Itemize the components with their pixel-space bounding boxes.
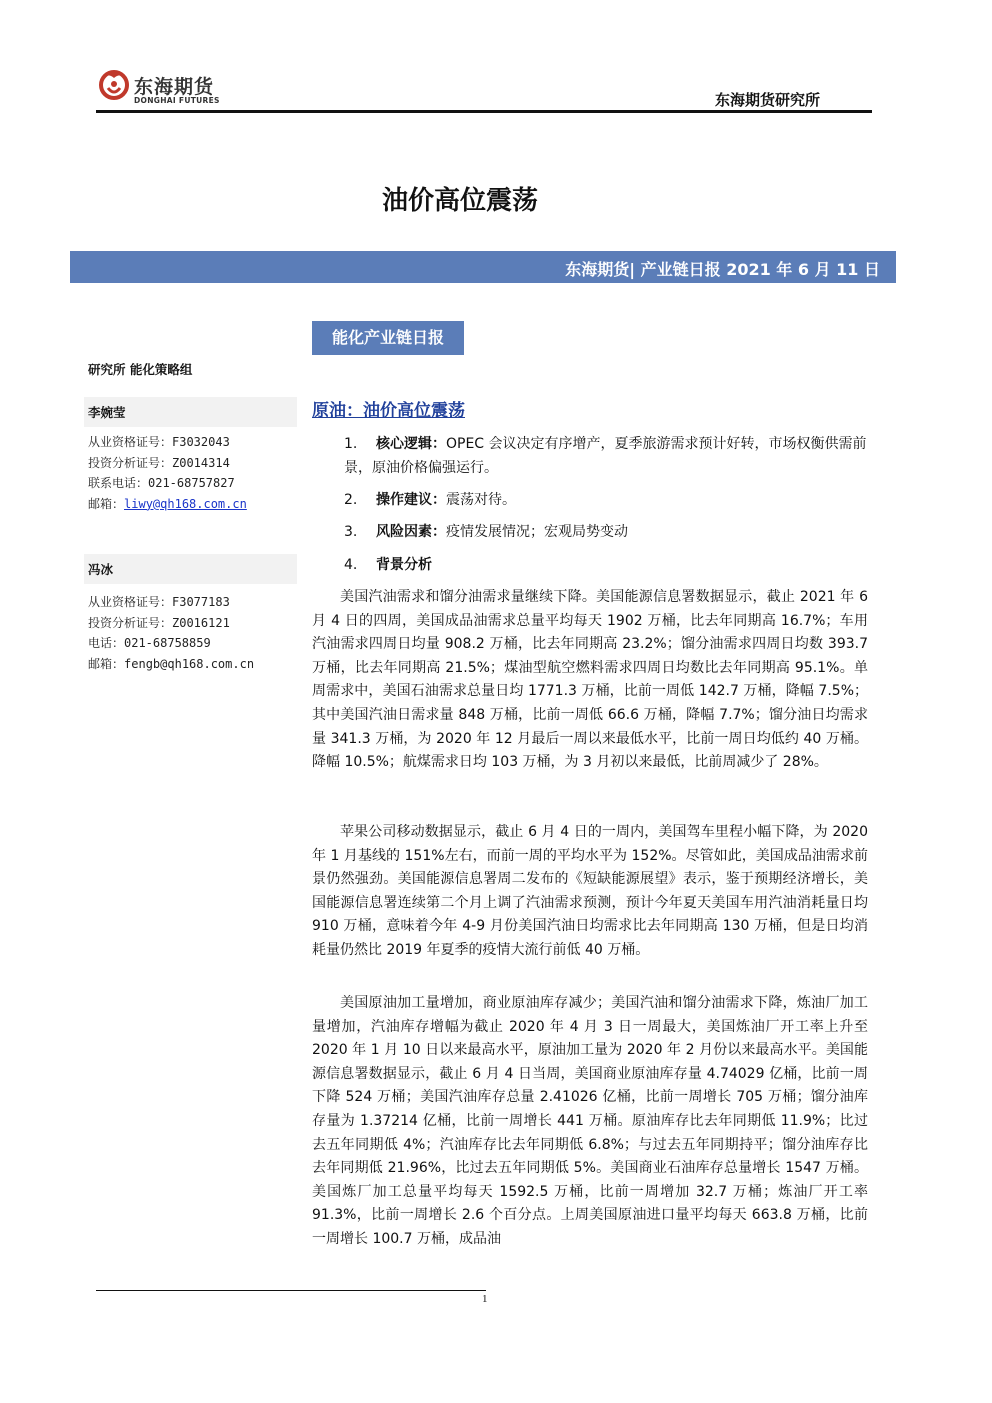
point-label: 核心逻辑： bbox=[376, 436, 446, 452]
org-label: 研究所 能化策略组 bbox=[88, 362, 193, 377]
institute-name: 东海期货研究所 bbox=[714, 91, 820, 109]
phone-number: 电话：021-68758859 bbox=[88, 636, 211, 650]
body-paragraph: 苹果公司移动数据显示，截止 6 月 4 日的一周内，美国驾车里程小幅下降，为 2020 年 1 月基线的 151%左右，而前一周的平均水平为 152%。尽管如此，美国成品油需求前景仍然强劲。美国能源信息署周二发布的《短缺能源展望》表示，鉴于预期经济增长，美国能源信息署连续第二个月上调了汽油需求预测，预计今年夏天美国车用汽油消耗量日均 910 万桶，意味着今年 4-9 月份美国汽油日均需求比去年同期高 130 万桶，但是日均消耗量仍然比 2019 年夏季的疫情大流行前低 40 万桶。 bbox=[312, 824, 868, 958]
email-link[interactable]: liwy@qh168.com.cn bbox=[124, 496, 247, 511]
author-name: 冯冰 bbox=[88, 562, 114, 577]
point-operation-advice bbox=[312, 489, 900, 513]
point-background bbox=[312, 554, 900, 578]
dragon-logo-icon bbox=[98, 66, 130, 104]
point-label: 风险因素： bbox=[376, 524, 446, 540]
footer-rule bbox=[96, 1290, 486, 1291]
page-number: 1 bbox=[482, 1293, 488, 1305]
author-contact bbox=[88, 592, 254, 674]
email-label: 邮箱： bbox=[88, 656, 125, 671]
email-line bbox=[88, 654, 254, 675]
email-label: 邮箱： bbox=[88, 496, 125, 511]
email-text: fengb@qh168.com.cn bbox=[124, 656, 255, 671]
point-risk-factors bbox=[312, 521, 900, 545]
report-banner bbox=[70, 251, 896, 283]
body-paragraph: 美国原油加工量增加，商业原油库存减少；美国汽油和馏分油需求下降，炼油厂加工量增加，汽油库存增幅为截止 2020 年 4 月 3 日一周最大，美国炼油厂开工率上升至 2020 年 1 月 10 日以来最高水平，原油加工量为 2020 年 2 月份以来最高水平。美国能源信息署数据显示，截止 6 月 4 日当周，美国商业原油库存量 4.74029 亿桶，比前一周下降 524 万桶；美国汽油库存总量 2.41026 亿桶，比前一周增长 705 万桶；馏分油库存量为 1.37214 亿桶，比前一周增长 441 万桶。原油库存比去年同期低 11.9%；比过去五年同期低 4%；汽油库存比去年同期低 6.8%；与过去五年同期持平；馏分油库存比去年同期低 21.96%，比过去五年同期低 5%。美国商业石油库存总量增长 1547 万桶。美国炼厂加工总量平均每天 1592.5 万桶，比前一周增加 32.7 万桶；炼油厂开工率 91.3%，比前一周增长 2.6 个百分点。上周美国原油进口量平均每天 663.8 万桶，比前一周增长 100.7 万桶，成品油 bbox=[312, 995, 868, 1247]
point-number: 2. bbox=[344, 492, 358, 508]
company-logo bbox=[98, 66, 238, 108]
email-line bbox=[88, 494, 247, 515]
document-title: 油价高位震荡 bbox=[381, 186, 538, 216]
banner-text: 东海期货| 产业链日报 2021 年 6 月 11 日 bbox=[565, 260, 880, 279]
section-tag-label: 能化产业链日报 bbox=[331, 328, 444, 347]
section-tag bbox=[312, 321, 464, 355]
point-core-logic bbox=[312, 433, 868, 480]
section-heading: 原油：油价高位震荡 bbox=[312, 401, 465, 421]
header-rule bbox=[96, 110, 872, 113]
point-text: OPEC 会议决定有序增产，夏季旅游需求预计好转，市场权衡供需前景，原油价格偏强运行。 bbox=[344, 436, 867, 476]
author-name: 李婉莹 bbox=[88, 405, 126, 420]
body-paragraph: 美国汽油需求和馏分油需求量继续下降。美国能源信息署数据显示，截止 2021 年 6 月 4 日的四周，美国成品油需求总量平均每天 1902 万桶，比去年同期高 16.7%；车用汽油需求四周日均量 908.2 万桶，比去年同期高 23.2%；馏分油需求四周日均数 393.7 万桶，比去年同期高 21.5%；煤油型航空燃料需求四周日均数比去年同期高 95.1%。单周需求中，美国石油需求总量日均 1771.3 万桶，比前一周低 142.7 万桶，降幅 7.5%；其中美国汽油日需求量 848 万桶，比前一周低 66.6 万桶，降幅 7.7%；馏分油日均需求量 341.3 万桶，为 2020 年 12 月最后一周以来最低水平，比前一周日均低约 40 万桶。降幅 10.5%；航煤需求日均 103 万桶，为 3 月初以来最低，比前周减少了 28%。 bbox=[312, 589, 868, 771]
author-name-box bbox=[84, 397, 297, 427]
logo-chinese-name: 东海期货 bbox=[134, 76, 215, 98]
point-text: 疫情发展情况；宏观局势变动 bbox=[446, 524, 628, 540]
analyst-number: 投资分析证号：Z0014314 bbox=[88, 455, 230, 470]
point-number: 3. bbox=[344, 524, 358, 540]
point-number: 4. bbox=[344, 557, 358, 573]
point-number: 1. bbox=[344, 436, 358, 452]
point-label: 操作建议： bbox=[376, 492, 446, 508]
qualification-number: 从业资格证号：F3077183 bbox=[88, 595, 230, 609]
author-name-box bbox=[84, 554, 297, 584]
phone-number: 联系电话：021-68757827 bbox=[88, 476, 235, 490]
author-contact bbox=[88, 432, 247, 514]
point-label: 背景分析 bbox=[376, 557, 432, 573]
logo-english-name: DONGHAI FUTURES bbox=[134, 96, 220, 105]
analyst-number: 投资分析证号：Z0016121 bbox=[88, 615, 230, 630]
qualification-number: 从业资格证号：F3032043 bbox=[88, 435, 230, 449]
point-text: 震荡对待。 bbox=[446, 492, 516, 508]
